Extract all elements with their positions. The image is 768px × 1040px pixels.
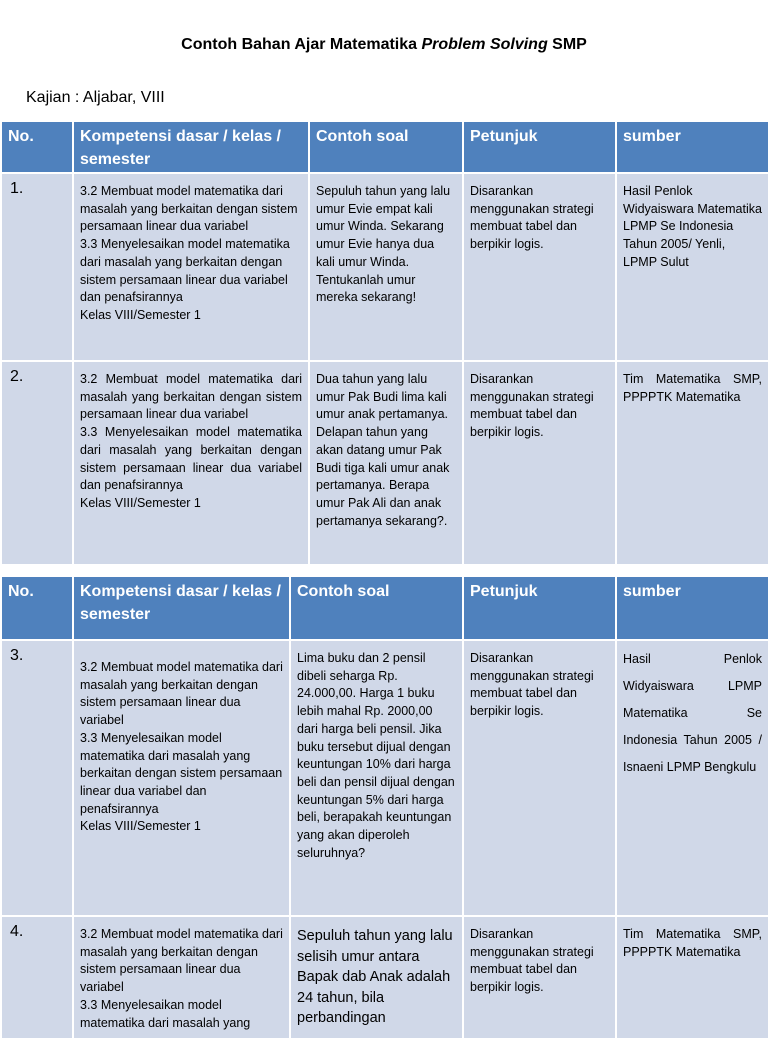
petunjuk-cell: Disarankan menggunakan strategi membuat tabel dan berpikir logis. [463,916,616,1039]
header-contoh-soal: Contoh soal [290,576,463,640]
petunjuk-cell: Disarankan menggunakan strategi membuat tabel dan berpikir logis. [463,173,616,361]
contoh-soal-cell: Lima buku dan 2 pensil dibeli seharga Rp. 24.000,00. Harga 1 buku lebih mahal Rp. 2000,00 dari harga beli pensil. Jika buku tersebut dijual dengan keuntungan 10% dari harga beli dan pensil dijual dengan keuntungan 5% dari harga beli, berapakah keuntungan yang akan diperoleh seluruhnya? [290,640,463,916]
header-petunjuk: Petunjuk [463,121,616,173]
table-row [1,916,768,1039]
petunjuk-cell: Disarankan menggunakan strategi membuat tabel dan berpikir logis. [463,640,616,916]
contoh-soal-cell: Sepuluh tahun yang lalu umur Evie empat kali umur Winda. Sekarang umur Evie hanya dua kali umur Winda. Tentukanlah umur mereka sekarang! [309,173,463,361]
kompetensi-line: 3.3 Menyelesaikan model matematika dari masalah yang [80,997,251,1030]
kompetensi-line: 3.3 Menyelesaikan model matematika dari masalah yang berkaitan dengan sistem persamaan linear dua variabel dan penafsirannya [80,425,302,493]
petunjuk-cell: Disarankan menggunakan strategi membuat tabel dan berpikir logis. [463,361,616,565]
header-sumber: sumber [616,576,768,640]
header-no: No. [1,121,73,173]
page-subtitle: Kajian : Aljabar, VIII [26,89,165,106]
sumber-cell: Hasil Penlok Widyaiswara LPMP Matematika Se Indonesia Tahun 2005 / Isnaeni LPMP Bengkulu [616,640,768,916]
kompetensi-cell [73,640,290,916]
kompetensi-line: 3.3 Menyelesaikan model matematika dari masalah yang berkaitan dengan sistem persamaan linear dua variabel dan penafsirannya [80,730,283,816]
header-kompetensi: Kompetensi dasar / kelas / semester [73,576,290,640]
contoh-soal-cell: Dua tahun yang lalu umur Pak Budi lima kali umur anak pertamanya. Delapan tahun yang akan datang umur Pak Budi tiga kali umur anak pertamanya. Berapa umur Pak Ali dan anak pertamanya sekarang?. [309,361,463,565]
row-number: 4. [1,916,73,1039]
kompetensi-line: 3.2 Membuat model matematika dari masalah yang berkaitan dengan sistem persamaan linear dua variabel [80,927,283,995]
kompetensi-cell [73,173,309,361]
table-header-row [1,121,768,173]
page-title: Contoh Bahan Ajar Matematika Problem Solving SMP [181,36,587,53]
kompetensi-line: Kelas VIII/Semester 1 [80,819,201,834]
header-sumber: sumber [616,121,768,173]
kompetensi-line: 3.2 Membuat model matematika dari masalah yang berkaitan dengan sistem persamaan linear dua variabel [80,372,302,422]
contoh-soal-cell: Sepuluh tahun yang lalu selisih umur antara Bapak dab Anak adalah 24 tahun, bila perbandingan [290,916,463,1039]
header-petunjuk: Petunjuk [463,576,616,640]
table-row [1,173,768,361]
header-contoh-soal: Contoh soal [309,121,463,173]
kompetensi-line: 3.2 Membuat model matematika dari masalah yang berkaitan dengan sistem persamaan linear dua variabel [80,184,298,234]
table-header-row [1,576,768,640]
table-1 [0,120,768,566]
table-row [1,361,768,565]
header-no: No. [1,576,73,640]
row-number: 3. [1,640,73,916]
row-number: 1. [1,173,73,361]
kompetensi-line: Kelas VIII/Semester 1 [80,307,201,322]
header-kompetensi: Kompetensi dasar / kelas / semester [73,121,309,173]
sumber-cell: Hasil Penlok Widyaiswara Matematika LPMP Se Indonesia Tahun 2005/ Yenli, LPMP Sulut [616,173,768,361]
sumber-cell: Tim Matematika SMP, PPPPTK Matematika [616,361,768,565]
row-number: 2. [1,361,73,565]
kompetensi-cell [73,916,290,1039]
table-row [1,640,768,916]
kompetensi-line: 3.3 Menyelesaikan model matematika dari masalah yang berkaitan dengan sistem persamaan linear dua variabel dan penafsirannya [80,237,290,305]
kompetensi-line: Kelas VIII/Semester 1 [80,495,201,510]
sumber-cell: Tim Matematika SMP, PPPPTK Matematika [616,916,768,1039]
table-2 [0,575,768,1040]
kompetensi-line: 3.2 Membuat model matematika dari masalah yang berkaitan dengan sistem persamaan linear dua variabel [80,660,283,728]
kompetensi-cell [73,361,309,565]
